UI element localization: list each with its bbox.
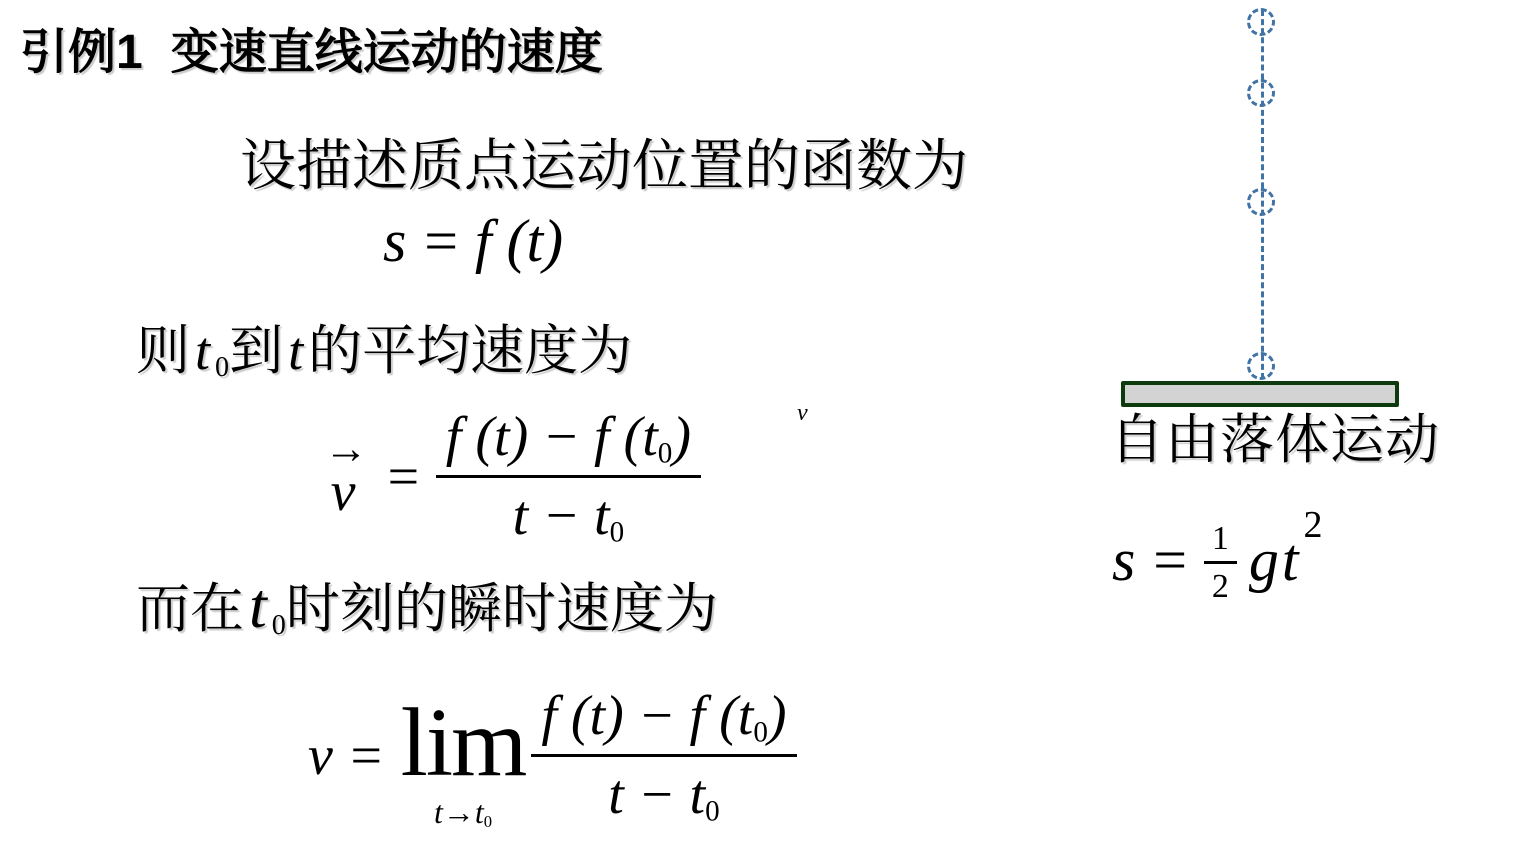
avg-text-mid: 到 — [229, 321, 284, 381]
limit-fraction — [531, 684, 796, 828]
position-rhs: f (t) — [474, 208, 564, 274]
numerator-subscript: 0 — [657, 437, 673, 470]
intro-text: 设描述质点运动位置的函数为 — [240, 134, 968, 197]
avg-velocity-text — [136, 318, 632, 386]
denominator-subscript: 0 — [609, 516, 625, 549]
free-fall-formula — [1112, 504, 1323, 606]
small-v-annotation: v — [797, 400, 808, 426]
position-formula — [383, 207, 563, 276]
instant-velocity-text — [136, 566, 718, 646]
denominator-text: t − t — [512, 485, 610, 548]
limit-numerator — [531, 684, 796, 757]
one-half-fraction — [1204, 519, 1237, 606]
inst-text-post: 时刻的瞬时速度为 — [285, 579, 718, 639]
avg-numerator — [436, 405, 701, 478]
numerator-text: f (t) − f (t — [445, 406, 658, 468]
t0-subscript: 0 — [271, 610, 286, 642]
lim-text: lim — [400, 689, 526, 797]
falling-ball-icon — [1247, 79, 1275, 107]
v-symbol: v — [308, 724, 333, 787]
page-title — [20, 24, 603, 82]
t0-symbol: t — [195, 321, 211, 381]
avg-velocity-formula — [318, 405, 701, 549]
squared-exponent: 2 — [1303, 504, 1323, 546]
denominator-subscript: 0 — [705, 795, 720, 828]
equals-sign: = — [384, 445, 422, 508]
numerator-subscript: 0 — [753, 716, 768, 749]
v-vector — [318, 423, 368, 523]
ground-bar — [1121, 381, 1399, 407]
limit-denominator — [608, 757, 719, 827]
falling-ball-icon — [1247, 352, 1275, 380]
vector-arrow-icon: → — [324, 423, 368, 473]
limit-formula — [308, 680, 797, 831]
v-symbol: v — [330, 460, 356, 523]
example-number: 引例1 — [20, 26, 143, 79]
avg-denominator — [513, 478, 624, 548]
s-symbol: s — [1112, 527, 1136, 594]
limit-condition-subscript: 0 — [483, 812, 493, 832]
falling-ball-icon — [1247, 188, 1275, 216]
avg-fraction — [436, 405, 701, 549]
t-symbol: t — [288, 321, 304, 381]
numerator-text: f (t) − f (t — [541, 684, 754, 747]
denominator-text: t − t — [608, 764, 706, 827]
equals-sign: = — [1149, 527, 1190, 594]
avg-text-post: 的平均速度为 — [308, 321, 633, 381]
limit-condition — [434, 794, 492, 831]
title-text: 变速直线运动的速度 — [170, 26, 603, 79]
numerator-close: ) — [767, 684, 787, 747]
free-fall-caption: 自由落体运动 — [1110, 410, 1440, 470]
half-numerator: 1 — [1204, 519, 1237, 564]
inst-text-pre: 而在 — [136, 579, 244, 639]
t0-subscript: 0 — [215, 352, 230, 384]
half-denominator: 2 — [1211, 568, 1229, 606]
equals-sign: = — [346, 724, 385, 787]
position-lhs: s — [383, 208, 407, 274]
avg-text-pre: 则 — [136, 321, 190, 381]
t0-symbol: t — [249, 570, 267, 641]
equals-sign: = — [420, 208, 461, 274]
gt-symbols: gt — [1248, 527, 1302, 594]
limit-operator — [400, 689, 526, 832]
limit-condition-text: t→t — [433, 794, 484, 831]
falling-ball-icon — [1247, 8, 1275, 36]
numerator-close: ) — [672, 406, 691, 468]
